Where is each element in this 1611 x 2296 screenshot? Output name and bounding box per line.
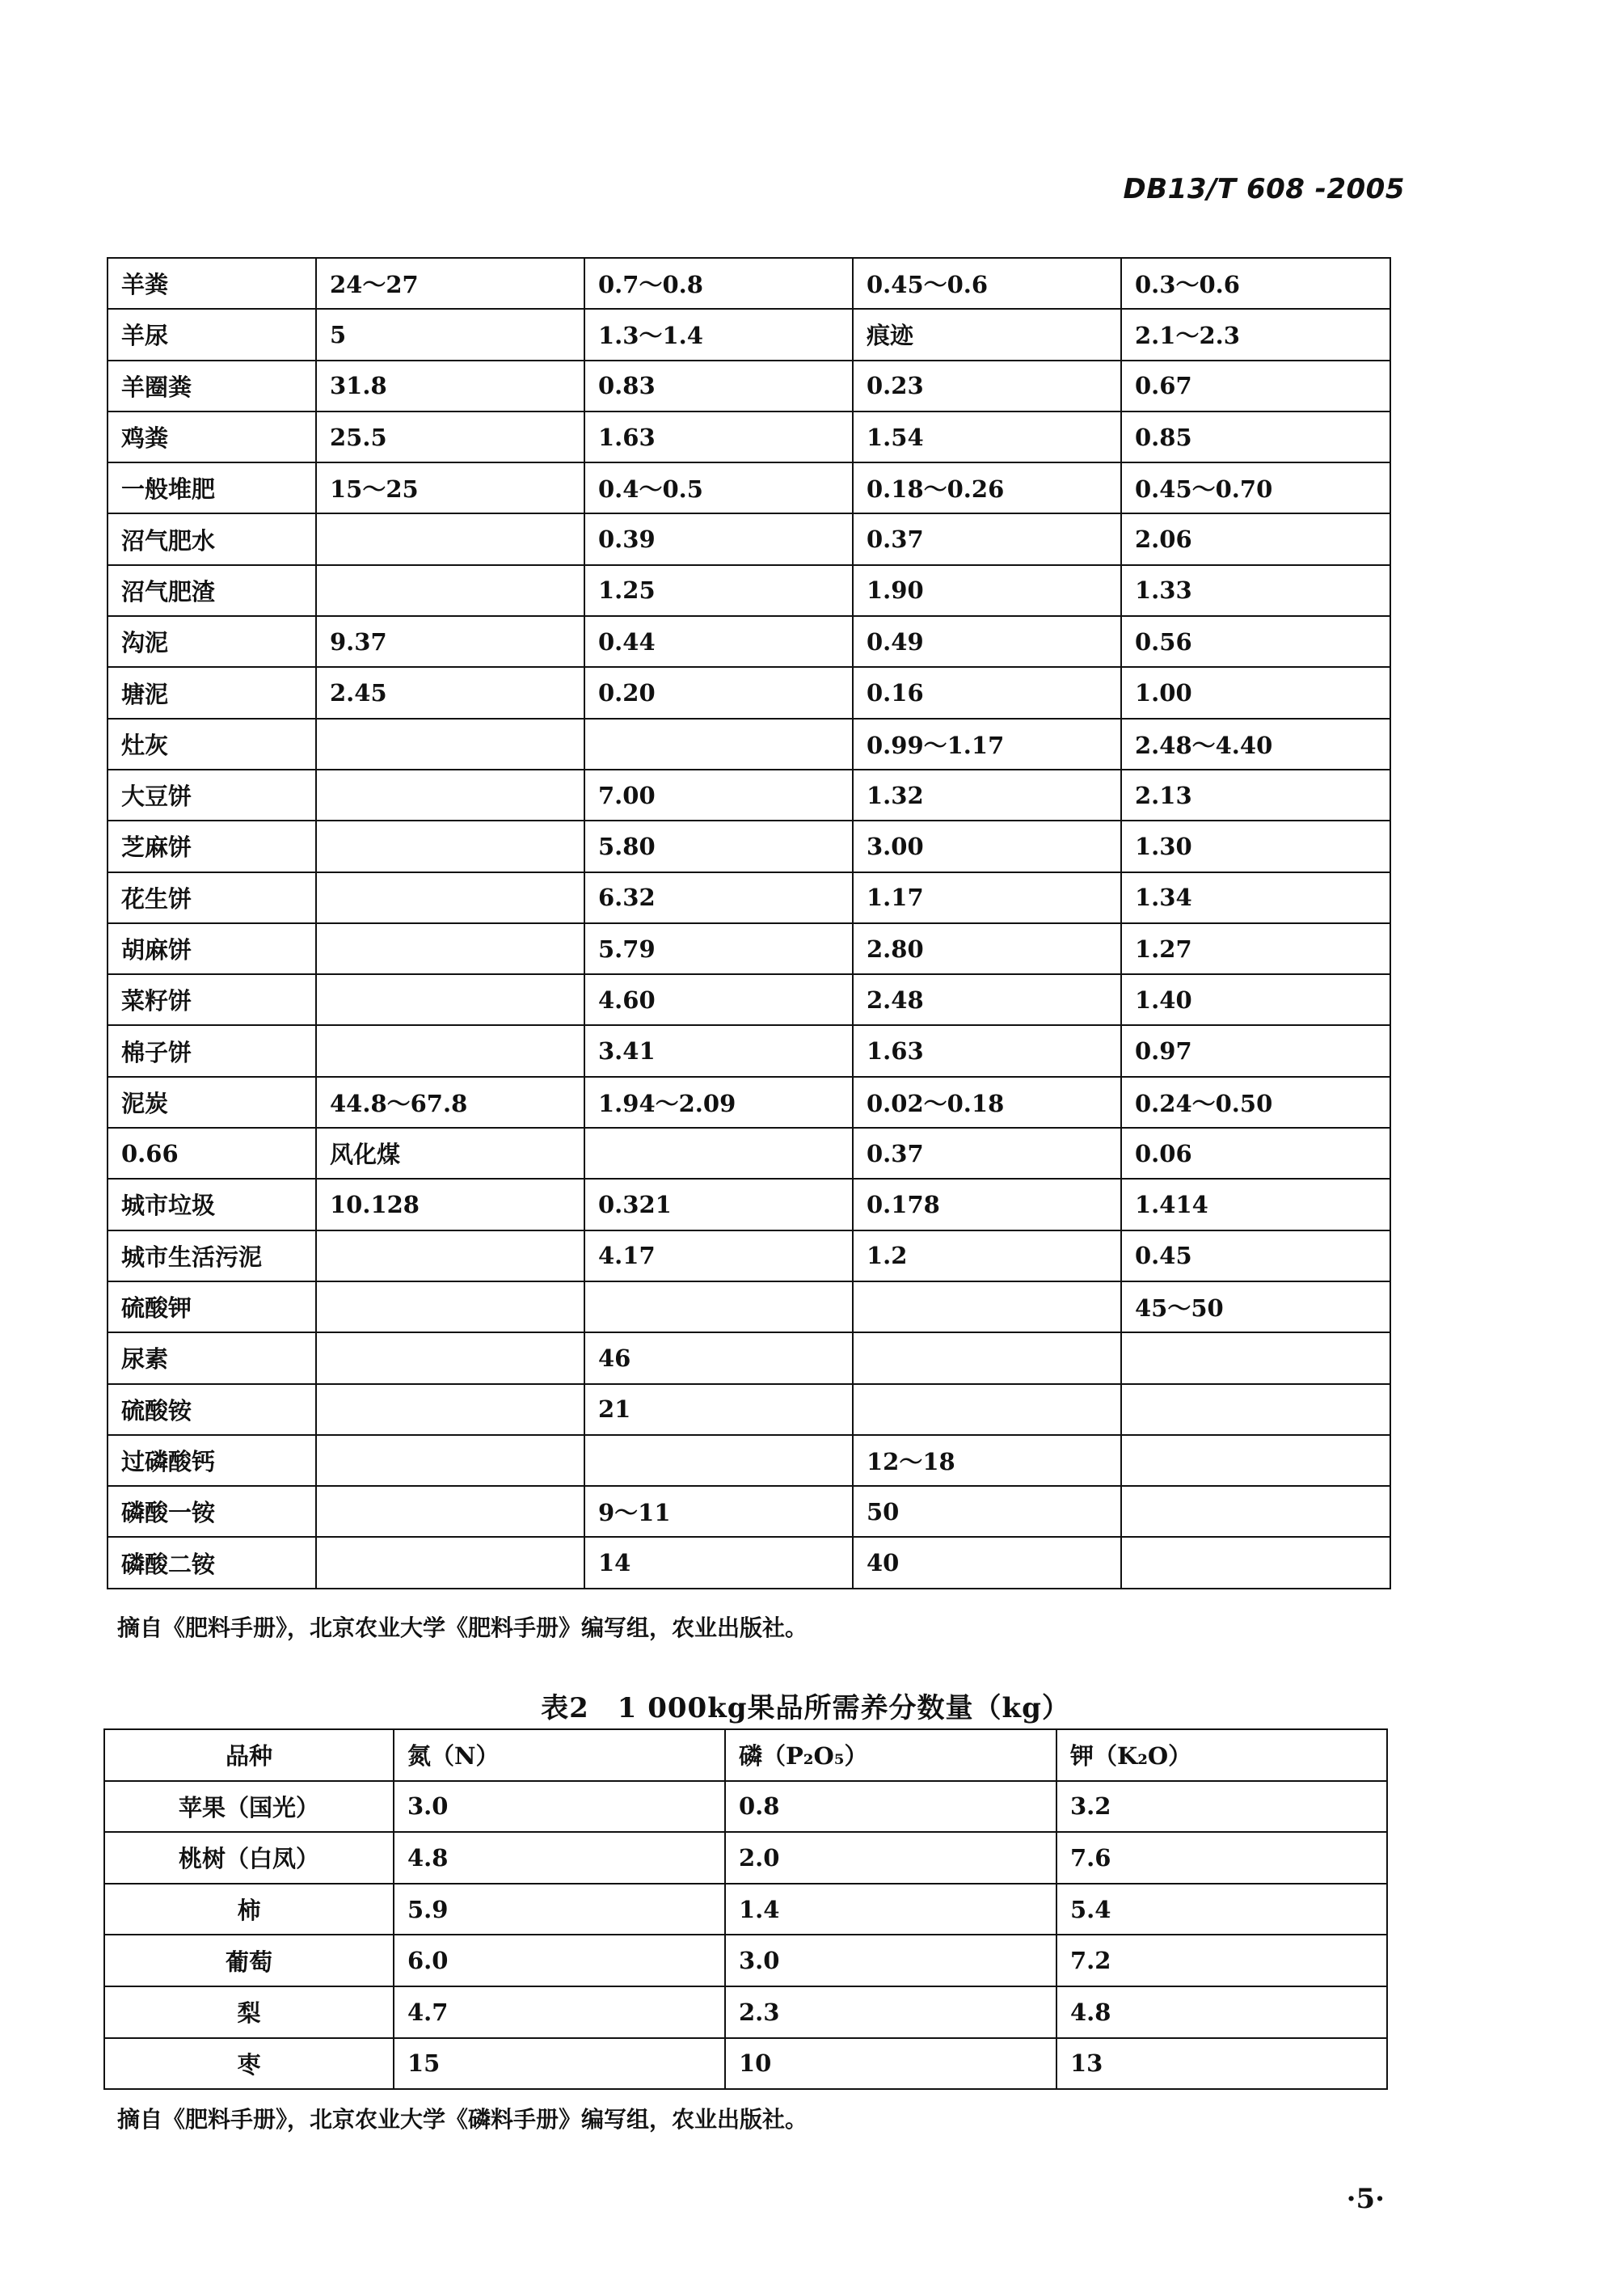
table-cell: 沼气肥水 (108, 513, 316, 564)
table-cell: 4.8 (394, 1832, 725, 1884)
table-row (108, 361, 1390, 412)
table-cell: 硫酸钾 (108, 1281, 316, 1332)
table-cell: 2.3 (725, 1986, 1056, 2038)
table-cell: 1.40 (1121, 974, 1390, 1025)
header-nitrogen: 氮（N） (394, 1729, 725, 1781)
table-cell: 0.67 (1121, 361, 1390, 412)
table-cell: 9.37 (316, 616, 584, 667)
table-row (104, 1986, 1387, 2038)
table-cell: 9～11 (584, 1486, 853, 1537)
table-cell: 羊尿 (108, 309, 316, 360)
table-cell: 塘泥 (108, 667, 316, 718)
table2-source-note: 摘自《肥料手册》，北京农业大学《磷料手册》编写组，农业出版社。 (117, 2106, 808, 2133)
table-cell (316, 974, 584, 1025)
table-row (108, 1179, 1390, 1230)
table-cell: 5.4 (1056, 1884, 1387, 1935)
table-cell: 0.83 (584, 361, 853, 412)
table-cell: 0.4～0.5 (584, 462, 853, 513)
fruit-table-body (104, 1781, 1387, 2090)
table-cell: 痕迹 (853, 309, 1121, 360)
table-cell: 5.9 (394, 1884, 725, 1935)
table-cell: 12～18 (853, 1435, 1121, 1486)
table-cell (316, 719, 584, 770)
table-cell (853, 1281, 1121, 1332)
table-cell: 2.48～4.40 (1121, 719, 1390, 770)
table-cell (1121, 1537, 1390, 1588)
table-cell (316, 1281, 584, 1332)
table-cell: 2.45 (316, 667, 584, 718)
table-cell: 苹果（国光） (104, 1781, 394, 1833)
table-cell (584, 1435, 853, 1486)
table-cell (316, 1384, 584, 1435)
table-cell: 葡萄 (104, 1935, 394, 1986)
table-cell: 1.90 (853, 565, 1121, 616)
table-row (108, 616, 1390, 667)
table-cell: 1.32 (853, 770, 1121, 821)
table-row (108, 974, 1390, 1025)
table-cell (316, 923, 584, 974)
table-cell: 1.54 (853, 412, 1121, 462)
table-cell: 1.63 (853, 1025, 1121, 1076)
table-cell: 鸡粪 (108, 412, 316, 462)
table-cell: 硫酸铵 (108, 1384, 316, 1435)
table-cell: 1.414 (1121, 1179, 1390, 1230)
table-cell: 0.3～0.6 (1121, 258, 1390, 309)
table-cell: 花生饼 (108, 872, 316, 923)
table-row (104, 1832, 1387, 1884)
table-cell: 14 (584, 1537, 853, 1588)
table-cell: 2.80 (853, 923, 1121, 974)
table-row (104, 1781, 1387, 1833)
table-cell: 0.7～0.8 (584, 258, 853, 309)
table-cell: 2.06 (1121, 513, 1390, 564)
table-cell: 15～25 (316, 462, 584, 513)
table-cell: 羊粪 (108, 258, 316, 309)
table-cell: 4.8 (1056, 1986, 1387, 2038)
table-cell: 7.00 (584, 770, 853, 821)
table-cell: 2.13 (1121, 770, 1390, 821)
table-cell: 0.18～0.26 (853, 462, 1121, 513)
table-cell: 城市生活污泥 (108, 1230, 316, 1281)
table-cell (584, 719, 853, 770)
table-cell: 3.0 (725, 1935, 1056, 1986)
table-row (108, 309, 1390, 360)
table-cell: 5.80 (584, 821, 853, 872)
table1-source-note: 摘自《肥料手册》，北京农业大学《肥料手册》编写组，农业出版社。 (117, 1614, 808, 1641)
table-cell (316, 565, 584, 616)
table-cell: 7.2 (1056, 1935, 1387, 1986)
table-cell: 10.128 (316, 1179, 584, 1230)
table-cell: 0.20 (584, 667, 853, 718)
table-cell: 棉子饼 (108, 1025, 316, 1076)
table-cell (853, 1384, 1121, 1435)
table-row (108, 1025, 1390, 1076)
table-cell (316, 1025, 584, 1076)
table-row (108, 770, 1390, 821)
table-cell: 0.56 (1121, 616, 1390, 667)
table-cell: 13 (1056, 2038, 1387, 2090)
table-cell: 0.45 (1121, 1230, 1390, 1281)
table-cell: 10 (725, 2038, 1056, 2090)
table-cell (316, 1435, 584, 1486)
table-cell: 1.2 (853, 1230, 1121, 1281)
header-potassium: 钾（K₂O） (1056, 1729, 1387, 1781)
table-cell: 3.2 (1056, 1781, 1387, 1833)
table-row (108, 1332, 1390, 1383)
fruit-nutrient-table (103, 1728, 1388, 2090)
table-cell: 0.85 (1121, 412, 1390, 462)
table-row (108, 719, 1390, 770)
table-cell: 45～50 (1121, 1281, 1390, 1332)
table-cell: 5 (316, 309, 584, 360)
table-cell: 1.3～1.4 (584, 309, 853, 360)
table-row (108, 1537, 1390, 1588)
table-cell: 50 (853, 1486, 1121, 1537)
table-cell: 0.37 (853, 1128, 1121, 1179)
table-cell: 0.23 (853, 361, 1121, 412)
table-row (108, 1230, 1390, 1281)
table-cell (316, 872, 584, 923)
table-cell: 15 (394, 2038, 725, 2090)
table-row (108, 412, 1390, 462)
table-cell: 24～27 (316, 258, 584, 309)
table-cell (1121, 1332, 1390, 1383)
table-cell (853, 1332, 1121, 1383)
table-row (108, 1486, 1390, 1537)
table-cell (584, 1281, 853, 1332)
header-phosphorus: 磷（P₂O₅） (725, 1729, 1056, 1781)
table-row (104, 2038, 1387, 2090)
table-cell: 泥炭 (108, 1077, 316, 1128)
table-cell: 1.30 (1121, 821, 1390, 872)
table-row (104, 1935, 1387, 1986)
table-cell: 大豆饼 (108, 770, 316, 821)
table-cell: 沼气肥渣 (108, 565, 316, 616)
table-cell (316, 1332, 584, 1383)
table-cell: 灶灰 (108, 719, 316, 770)
table-cell: 梨 (104, 1986, 394, 2038)
table-cell: 5.79 (584, 923, 853, 974)
table-cell (316, 770, 584, 821)
table-cell: 磷酸一铵 (108, 1486, 316, 1537)
table-row (108, 821, 1390, 872)
table-cell: 0.321 (584, 1179, 853, 1230)
table-cell (584, 1128, 853, 1179)
table-row (108, 1077, 1390, 1128)
table-cell: 46 (584, 1332, 853, 1383)
table-cell: 4.17 (584, 1230, 853, 1281)
table-cell (1121, 1486, 1390, 1537)
table-row (108, 1435, 1390, 1486)
table-row (108, 565, 1390, 616)
table-cell: 0.16 (853, 667, 1121, 718)
table2-header-row (104, 1729, 1387, 1781)
table-row (108, 1128, 1390, 1179)
table-cell: 1.25 (584, 565, 853, 616)
table-cell: 0.02～0.18 (853, 1077, 1121, 1128)
table-cell: 沟泥 (108, 616, 316, 667)
table-cell: 一般堆肥 (108, 462, 316, 513)
header-variety: 品种 (104, 1729, 394, 1781)
table-cell: 菜籽饼 (108, 974, 316, 1025)
table-cell: 0.45～0.70 (1121, 462, 1390, 513)
table-cell: 21 (584, 1384, 853, 1435)
table-cell: 6.32 (584, 872, 853, 923)
table-row (108, 1281, 1390, 1332)
table-cell: 2.0 (725, 1832, 1056, 1884)
table-row (108, 872, 1390, 923)
table-cell: 1.34 (1121, 872, 1390, 923)
table-cell: 25.5 (316, 412, 584, 462)
table-cell: 枣 (104, 2038, 394, 2090)
page-number: ·5· (1346, 2183, 1385, 2215)
fertilizer-composition-table (107, 257, 1391, 1589)
table-cell: 3.0 (394, 1781, 725, 1833)
table-cell: 3.00 (853, 821, 1121, 872)
table-row (108, 923, 1390, 974)
table-row (108, 258, 1390, 309)
table-cell: 2.1～2.3 (1121, 309, 1390, 360)
table-cell: 0.06 (1121, 1128, 1390, 1179)
table-cell (316, 821, 584, 872)
table-cell: 31.8 (316, 361, 584, 412)
table-cell: 0.39 (584, 513, 853, 564)
table-cell: 0.97 (1121, 1025, 1390, 1076)
table-cell: 1.33 (1121, 565, 1390, 616)
table-row (108, 513, 1390, 564)
table-cell: 1.27 (1121, 923, 1390, 974)
table-row (108, 1384, 1390, 1435)
document-code: DB13/T 608 -2005 (1123, 173, 1405, 205)
table-cell: 尿素 (108, 1332, 316, 1383)
table-cell: 芝麻饼 (108, 821, 316, 872)
table-cell: 1.94～2.09 (584, 1077, 853, 1128)
table-cell (316, 1486, 584, 1537)
fertilizer-table-body (108, 258, 1390, 1589)
table-cell: 1.63 (584, 412, 853, 462)
table-cell: 0.49 (853, 616, 1121, 667)
table-cell: 0.24～0.50 (1121, 1077, 1390, 1128)
table-cell: 桃树（白凤） (104, 1832, 394, 1884)
table-cell (1121, 1435, 1390, 1486)
table-cell: 0.178 (853, 1179, 1121, 1230)
table-cell: 0.37 (853, 513, 1121, 564)
table-cell: 过磷酸钙 (108, 1435, 316, 1486)
table-cell: 0.66 (108, 1128, 316, 1179)
table-cell: 2.48 (853, 974, 1121, 1025)
table-cell: 6.0 (394, 1935, 725, 1986)
table-row (108, 462, 1390, 513)
table-cell (316, 1537, 584, 1588)
table-cell: 0.99～1.17 (853, 719, 1121, 770)
table-cell (316, 1230, 584, 1281)
table-row (104, 1884, 1387, 1935)
table-cell: 风化煤 (316, 1128, 584, 1179)
table-cell: 0.8 (725, 1781, 1056, 1833)
table-cell: 1.00 (1121, 667, 1390, 718)
table-cell (316, 513, 584, 564)
table-cell: 城市垃圾 (108, 1179, 316, 1230)
table-cell: 44.8～67.8 (316, 1077, 584, 1128)
table-cell: 1.17 (853, 872, 1121, 923)
table-cell: 柿 (104, 1884, 394, 1935)
table-cell: 4.60 (584, 974, 853, 1025)
table2-title: 表2 1 000kg果品所需养分数量（kg） (541, 1692, 1070, 1724)
table-cell: 40 (853, 1537, 1121, 1588)
table-row (108, 667, 1390, 718)
table-cell: 4.7 (394, 1986, 725, 2038)
table-cell: 羊圈粪 (108, 361, 316, 412)
table-cell: 磷酸二铵 (108, 1537, 316, 1588)
table-cell (1121, 1384, 1390, 1435)
table-cell: 0.44 (584, 616, 853, 667)
table-cell: 0.45～0.6 (853, 258, 1121, 309)
table-cell: 7.6 (1056, 1832, 1387, 1884)
table-cell: 胡麻饼 (108, 923, 316, 974)
table-cell: 1.4 (725, 1884, 1056, 1935)
table-cell: 3.41 (584, 1025, 853, 1076)
